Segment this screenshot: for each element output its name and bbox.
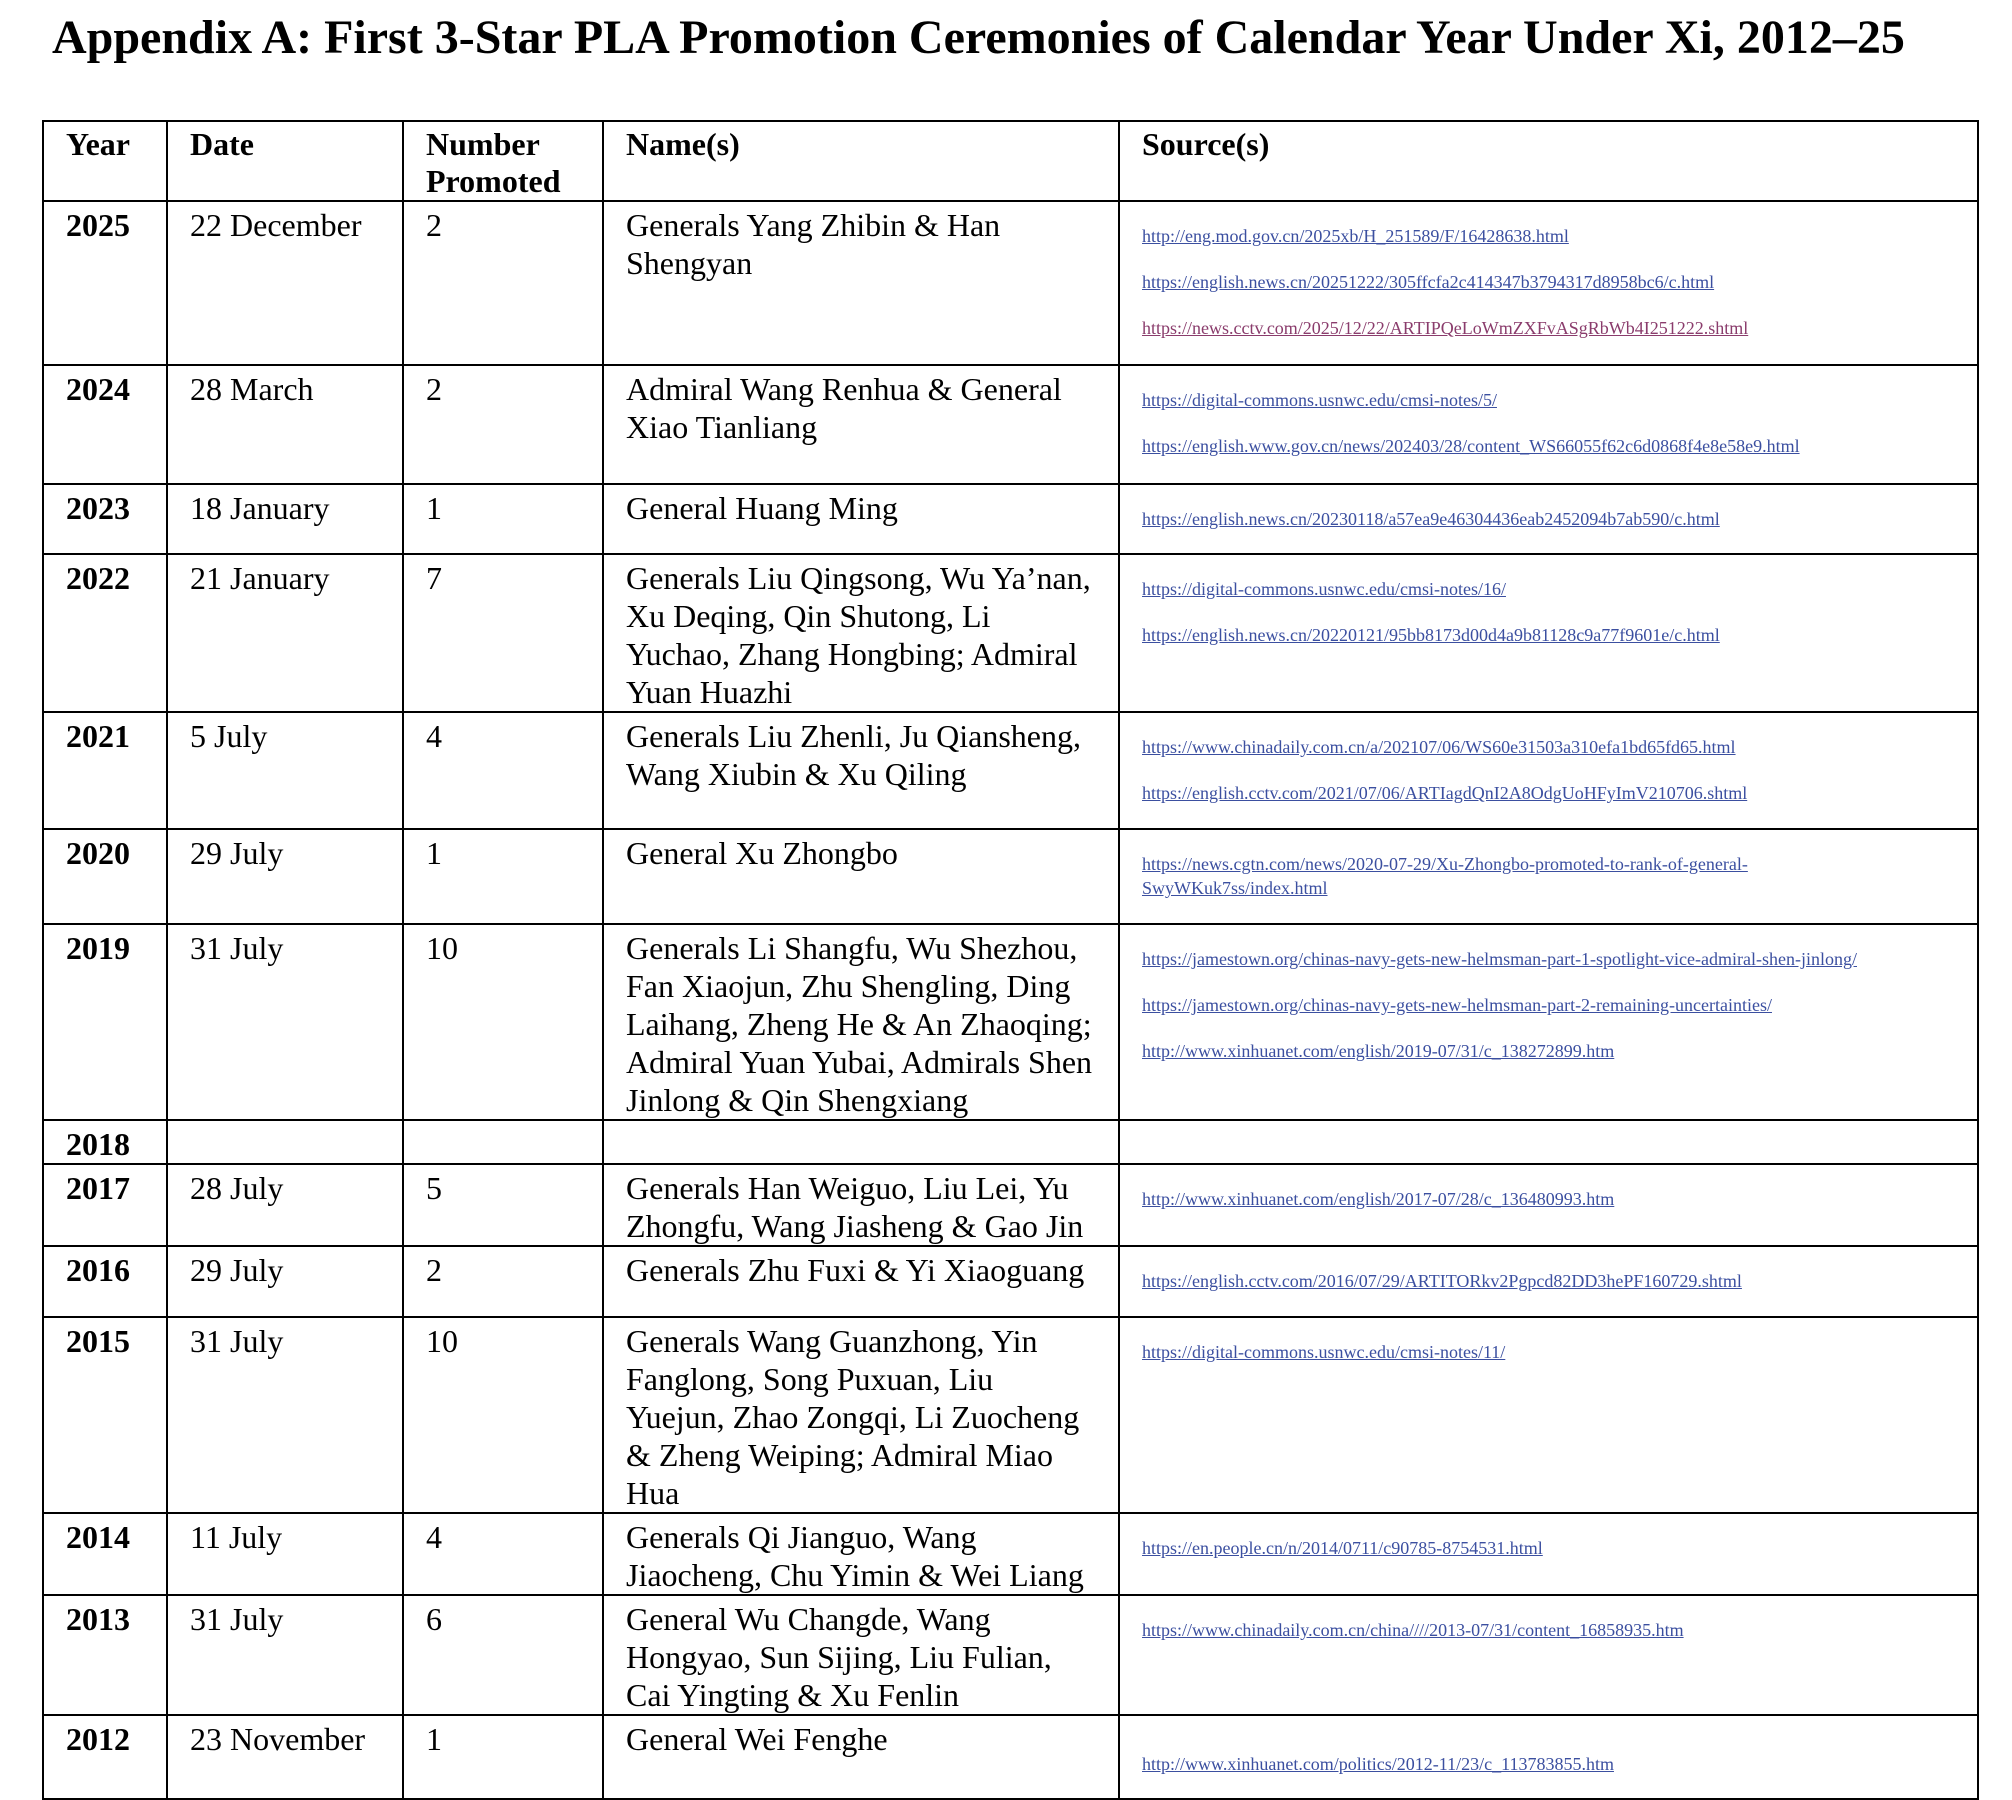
year-cell: 2022 (43, 554, 167, 712)
sources-cell (1119, 1595, 1978, 1715)
year-cell: 2018 (43, 1120, 167, 1164)
date-cell: 11 July (167, 1513, 403, 1595)
source-link[interactable]: https://jamestown.org/chinas-navy-gets-new-helmsman-part-1-spotlight-vice-admiral-shen-jinlong/ (1142, 949, 1857, 969)
names-cell: Generals Liu Zhenli, Ju Qiansheng, Wang Xiubin & Xu Qiling (603, 712, 1119, 829)
table-row (43, 1595, 1978, 1715)
source-link[interactable]: https://www.chinadaily.com.cn/china////2013-07/31/content_16858935.htm (1142, 1620, 1684, 1640)
number-cell: 4 (403, 1513, 603, 1595)
date-cell: 28 July (167, 1164, 403, 1246)
sources-cell (1119, 1164, 1978, 1246)
year-cell: 2023 (43, 484, 167, 554)
column-header-year: Year (43, 121, 167, 201)
date-cell: 23 November (167, 1715, 403, 1799)
year-cell: 2021 (43, 712, 167, 829)
promotions-table (42, 120, 1979, 1800)
column-header-date: Date (167, 121, 403, 201)
date-cell: 28 March (167, 365, 403, 484)
sources-cell (1119, 712, 1978, 829)
table-row (43, 1120, 1978, 1164)
names-cell (603, 1120, 1119, 1164)
year-cell: 2013 (43, 1595, 167, 1715)
number-cell: 2 (403, 365, 603, 484)
sources-cell (1119, 365, 1978, 484)
source-link[interactable]: http://www.xinhuanet.com/english/2019-07/31/c_138272899.htm (1142, 1041, 1615, 1061)
sources-cell (1119, 1715, 1978, 1799)
number-cell: 2 (403, 201, 603, 365)
names-cell: General Wu Changde, Wang Hongyao, Sun Sijing, Liu Fulian, Cai Yingting & Xu Fenlin (603, 1595, 1119, 1715)
date-cell: 18 January (167, 484, 403, 554)
names-cell: Generals Liu Qingsong, Wu Ya’nan, Xu Deqing, Qin Shutong, Li Yuchao, Zhang Hongbing; Admiral Yuan Huazhi (603, 554, 1119, 712)
names-cell: General Huang Ming (603, 484, 1119, 554)
column-header-number-promoted: Number Promoted (403, 121, 603, 201)
source-link[interactable]: https://digital-commons.usnwc.edu/cmsi-notes/5/ (1142, 390, 1497, 410)
year-cell: 2017 (43, 1164, 167, 1246)
number-cell: 1 (403, 1715, 603, 1799)
number-cell (403, 1120, 603, 1164)
names-cell: General Xu Zhongbo (603, 829, 1119, 924)
year-cell: 2020 (43, 829, 167, 924)
names-cell: Generals Han Weiguo, Liu Lei, Yu Zhongfu, Wang Jiasheng & Gao Jin (603, 1164, 1119, 1246)
source-link[interactable]: https://english.www.gov.cn/news/202403/28/content_WS66055f62c6d0868f4e8e58e9.html (1142, 436, 1800, 456)
sources-cell (1119, 924, 1978, 1120)
date-cell: 31 July (167, 1595, 403, 1715)
sources-cell (1119, 554, 1978, 712)
year-cell: 2015 (43, 1317, 167, 1513)
source-link[interactable]: http://www.xinhuanet.com/politics/2012-11/23/c_113783855.htm (1142, 1754, 1614, 1774)
source-link[interactable]: https://english.cctv.com/2021/07/06/ARTIagdQnI2A8OdgUoHFyImV210706.shtml (1142, 783, 1748, 803)
date-cell: 5 July (167, 712, 403, 829)
number-cell: 1 (403, 829, 603, 924)
source-link[interactable]: https://english.news.cn/20220121/95bb8173d00d4a9b81128c9a77f9601e/c.html (1142, 625, 1720, 645)
date-cell: 21 January (167, 554, 403, 712)
number-cell: 5 (403, 1164, 603, 1246)
source-link[interactable]: https://news.cctv.com/2025/12/22/ARTIPQeLoWmZXFvASgRbWb4I251222.shtml (1142, 318, 1749, 338)
number-cell: 10 (403, 1317, 603, 1513)
source-link[interactable]: https://jamestown.org/chinas-navy-gets-new-helmsman-part-2-remaining-uncertainties/ (1142, 995, 1772, 1015)
table-row (43, 1246, 1978, 1317)
table-row (43, 484, 1978, 554)
number-cell: 2 (403, 1246, 603, 1317)
table-row (43, 554, 1978, 712)
source-link[interactable]: http://eng.mod.gov.cn/2025xb/H_251589/F/16428638.html (1142, 226, 1569, 246)
year-cell: 2025 (43, 201, 167, 365)
names-cell: Generals Yang Zhibin & Han Shengyan (603, 201, 1119, 365)
number-cell: 4 (403, 712, 603, 829)
source-link[interactable]: https://english.news.cn/20251222/305ffcfa2c414347b3794317d8958bc6/c.html (1142, 272, 1715, 292)
source-link[interactable]: https://digital-commons.usnwc.edu/cmsi-notes/11/ (1142, 1342, 1506, 1362)
page-title: Appendix A: First 3-Star PLA Promotion Ceremonies of Calendar Year Under Xi, 2012–25 (52, 11, 1905, 64)
source-link[interactable]: https://english.news.cn/20230118/a57ea9e46304436eab2452094b7ab590/c.html (1142, 509, 1720, 529)
table-row (43, 712, 1978, 829)
source-link[interactable]: https://news.cgtn.com/news/2020-07-29/Xu-Zhongbo-promoted-to-rank-of-general-SwyWKuk7ss/index.html (1142, 854, 1748, 898)
column-header-names: Name(s) (603, 121, 1119, 201)
table-row (43, 365, 1978, 484)
sources-cell (1119, 1317, 1978, 1513)
year-cell: 2012 (43, 1715, 167, 1799)
names-cell: General Wei Fenghe (603, 1715, 1119, 1799)
date-cell (167, 1120, 403, 1164)
source-link[interactable]: https://digital-commons.usnwc.edu/cmsi-notes/16/ (1142, 579, 1506, 599)
year-cell: 2016 (43, 1246, 167, 1317)
sources-cell (1119, 484, 1978, 554)
table-row (43, 829, 1978, 924)
source-link[interactable]: https://english.cctv.com/2016/07/29/ARTITORkv2Pgpcd82DD3hePF160729.shtml (1142, 1271, 1742, 1291)
number-cell: 1 (403, 484, 603, 554)
date-cell: 22 December (167, 201, 403, 365)
sources-cell (1119, 1120, 1978, 1164)
table-row (43, 1513, 1978, 1595)
table-row (43, 924, 1978, 1120)
source-link[interactable]: http://www.xinhuanet.com/english/2017-07/28/c_136480993.htm (1142, 1189, 1615, 1209)
names-cell: Generals Wang Guanzhong, Yin Fanglong, Song Puxuan, Liu Yuejun, Zhao Zongqi, Li Zuocheng & Zheng Weiping; Admiral Miao Hua (603, 1317, 1119, 1513)
table-row (43, 201, 1978, 365)
column-header-sources: Source(s) (1119, 121, 1978, 201)
date-cell: 29 July (167, 1246, 403, 1317)
date-cell: 29 July (167, 829, 403, 924)
names-cell: Admiral Wang Renhua & General Xiao Tianliang (603, 365, 1119, 484)
date-cell: 31 July (167, 1317, 403, 1513)
sources-cell (1119, 829, 1978, 924)
names-cell: Generals Li Shangfu, Wu Shezhou, Fan Xiaojun, Zhu Shengling, Ding Laihang, Zheng He & An Zhaoqing; Admiral Yuan Yubai, Admirals Shen Jinlong & Qin Shengxiang (603, 924, 1119, 1120)
number-cell: 10 (403, 924, 603, 1120)
source-link[interactable]: https://en.people.cn/n/2014/0711/c90785-8754531.html (1142, 1538, 1543, 1558)
source-link[interactable]: https://www.chinadaily.com.cn/a/202107/06/WS60e31503a310efa1bd65fd65.html (1142, 737, 1736, 757)
table-row (43, 1715, 1978, 1799)
sources-cell (1119, 1246, 1978, 1317)
table-row (43, 1164, 1978, 1246)
number-cell: 7 (403, 554, 603, 712)
number-cell: 6 (403, 1595, 603, 1715)
table-row (43, 1317, 1978, 1513)
year-cell: 2019 (43, 924, 167, 1120)
header-row (43, 121, 1978, 201)
date-cell: 31 July (167, 924, 403, 1120)
year-cell: 2014 (43, 1513, 167, 1595)
sources-cell (1119, 201, 1978, 365)
year-cell: 2024 (43, 365, 167, 484)
names-cell: Generals Qi Jianguo, Wang Jiaocheng, Chu Yimin & Wei Liang (603, 1513, 1119, 1595)
sources-cell (1119, 1513, 1978, 1595)
names-cell: Generals Zhu Fuxi & Yi Xiaoguang (603, 1246, 1119, 1317)
